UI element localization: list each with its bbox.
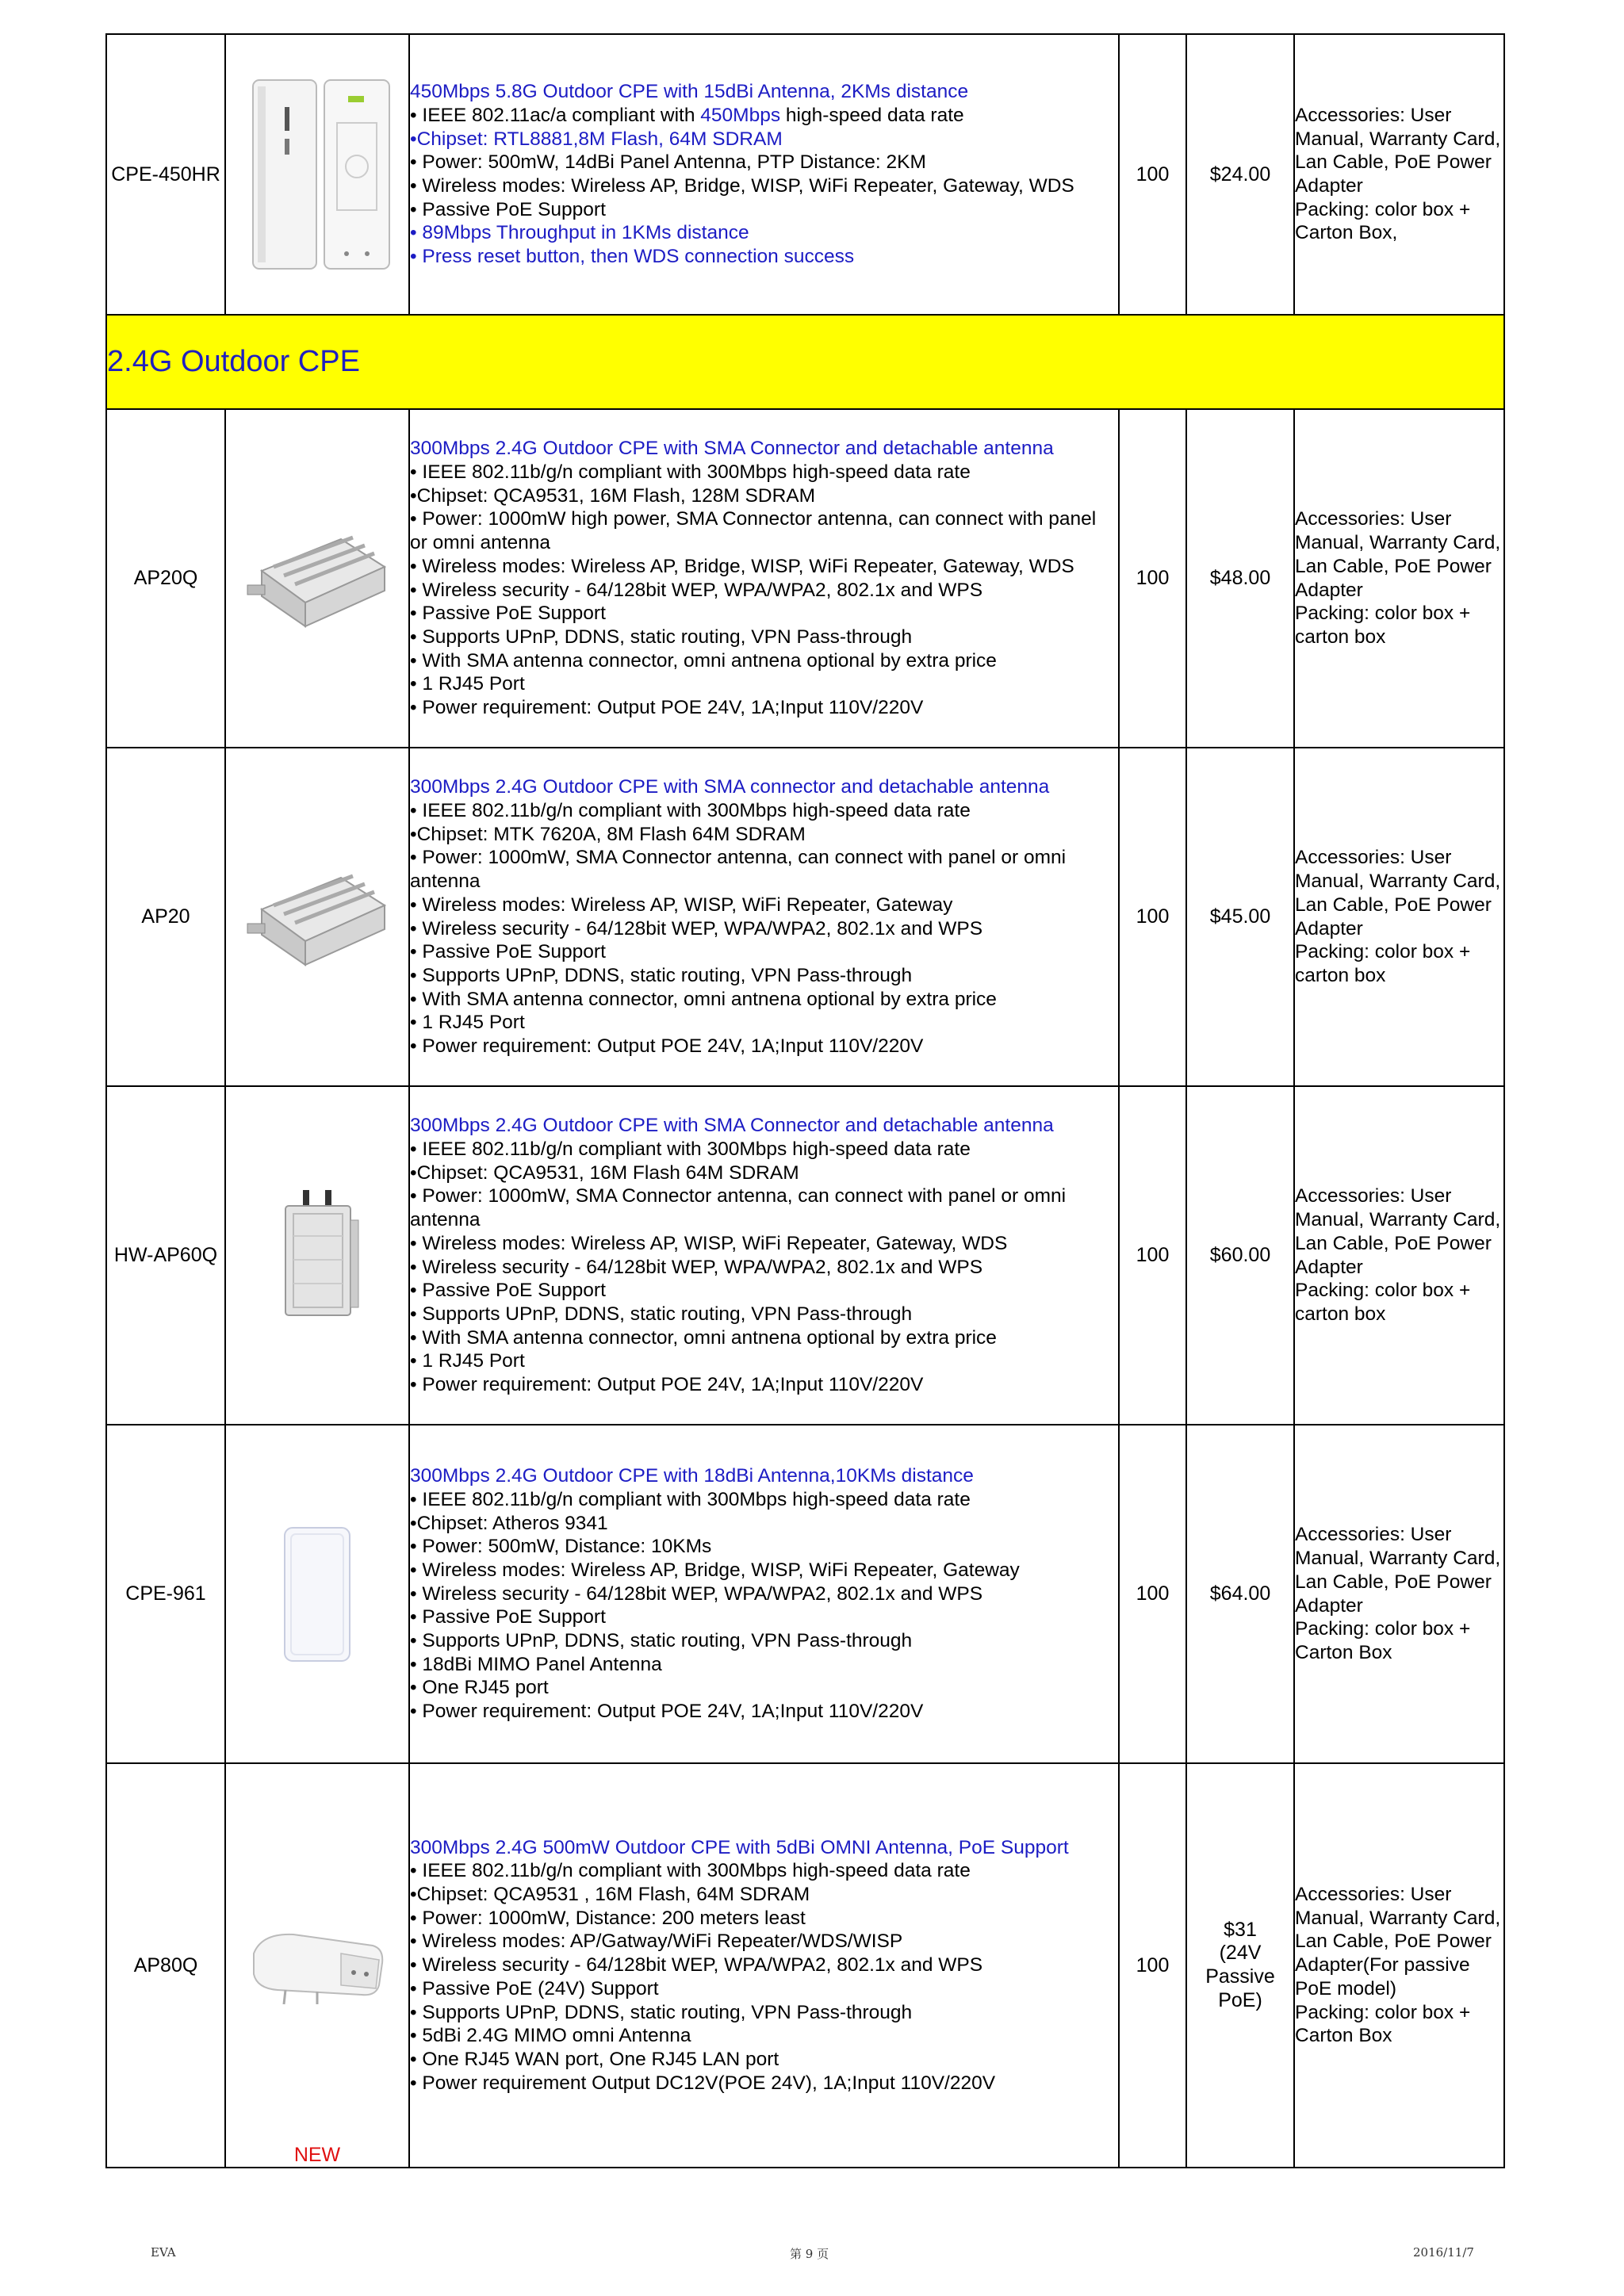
- accessories-cell: Accessories: User Manual, Warranty Card, Lan Cable, PoE Power Adapter Packing: color box + carton box: [1294, 409, 1504, 748]
- price-cell: $48.00: [1186, 409, 1294, 748]
- description-cell: [409, 1425, 1119, 1763]
- spec-line: • Power: 1000mW, Distance: 200 meters least: [410, 1907, 806, 1929]
- price-cell: $24.00: [1186, 34, 1294, 315]
- product-image-cell: [225, 34, 409, 315]
- description-cell: [409, 1086, 1119, 1425]
- model-cell: HW-AP60Q: [106, 1086, 225, 1425]
- table-row: [106, 1425, 1504, 1763]
- spec-line: • IEEE 802.11b/g/n compliant with 300Mbps high-speed data rate: [410, 1488, 971, 1510]
- spec-line: •Chipset: QCA9531, 16M Flash 64M SDRAM: [410, 1161, 799, 1184]
- spec-line: • Supports UPnP, DDNS, static routing, VPN Pass-through: [410, 626, 913, 648]
- spec-line: • IEEE 802.11ac/a compliant with 450Mbps high-speed data rate: [410, 104, 964, 126]
- spec-line: • Wireless security - 64/128bit WEP, WPA/WPA2, 802.1x and WPS: [410, 917, 983, 939]
- description-cell: [409, 409, 1119, 748]
- product-image-cell: [225, 748, 409, 1086]
- accessories-cell: Accessories: User Manual, Warranty Card, Lan Cable, PoE Power Adapter Packing: color box + carton box: [1294, 748, 1504, 1086]
- table-row: [106, 34, 1504, 315]
- spec-line: • With SMA antenna connector, omni antnena optional by extra price: [410, 649, 997, 672]
- spec-line: • Passive PoE Support: [410, 1606, 606, 1628]
- spec-line: • IEEE 802.11b/g/n compliant with 300Mbps high-speed data rate: [410, 799, 971, 821]
- spec-line: • Passive PoE Support: [410, 603, 606, 625]
- spec-line: • Wireless modes: Wireless AP, WISP, WiFi Repeater, Gateway, WDS: [410, 1232, 1008, 1254]
- product-title: 300Mbps 2.4G Outdoor CPE with 18dBi Antenna,10KMs distance: [410, 1465, 974, 1487]
- product-image-cell: [225, 1086, 409, 1425]
- spec-line: • Supports UPnP, DDNS, static routing, VPN Pass-through: [410, 2001, 913, 2023]
- moq-cell: 100: [1119, 1763, 1186, 2168]
- ap20q-product-image: [238, 523, 396, 634]
- spec-line: • 5dBi 2.4G MIMO omni Antenna: [410, 2025, 691, 2047]
- model-cell: AP80Q: [106, 1763, 225, 2168]
- table-row: [106, 409, 1504, 748]
- spec-line: • Wireless modes: Wireless AP, WISP, WiFi Repeater, Gateway: [410, 894, 953, 916]
- spec-line: • Passive PoE Support: [410, 941, 606, 963]
- spec-line: • Power requirement Output DC12V(POE 24V), 1A;Input 110V/220V: [410, 2072, 996, 2094]
- product-price-table: [105, 33, 1505, 2168]
- moq-cell: 100: [1119, 1086, 1186, 1425]
- spec-line: •Chipset: Atheros 9341: [410, 1512, 608, 1534]
- spec-line: • With SMA antenna connector, omni antnena optional by extra price: [410, 1326, 997, 1349]
- model-cell: AP20: [106, 748, 225, 1086]
- spec-line: • Supports UPnP, DDNS, static routing, VPN Pass-through: [410, 964, 913, 986]
- cpe-961-product-image: [274, 1523, 361, 1666]
- spec-line: • Wireless modes: AP/Gatway/WiFi Repeater/WDS/WISP: [410, 1931, 903, 1953]
- spec-line: • IEEE 802.11b/g/n compliant with 300Mbps high-speed data rate: [410, 1860, 971, 1882]
- spec-line: •Chipset: QCA9531, 16M Flash, 128M SDRAM: [410, 484, 816, 507]
- spec-line: • Power: 500mW, 14dBi Panel Antenna, PTP Distance: 2KM: [410, 151, 926, 174]
- footer-page-number: 第 9 页: [790, 2247, 829, 2261]
- spec-line: • Passive PoE Support: [410, 198, 606, 220]
- accessories-cell: Accessories: User Manual, Warranty Card, Lan Cable, PoE Power Adapter Packing: color box + carton box: [1294, 1086, 1504, 1425]
- spec-line: •Chipset: RTL8881,8M Flash, 64M SDRAM: [410, 128, 783, 150]
- spec-line: • Wireless security - 64/128bit WEP, WPA/WPA2, 802.1x and WPS: [410, 1256, 983, 1278]
- spec-line: • 1 RJ45 Port: [410, 673, 525, 695]
- product-title: 300Mbps 2.4G Outdoor CPE with SMA connector and detachable antenna: [410, 776, 1050, 798]
- product-image-cell: [225, 1425, 409, 1763]
- accessories-cell: Accessories: User Manual, Warranty Card, Lan Cable, PoE Power Adapter Packing: color box + Carton Box,: [1294, 34, 1504, 315]
- spec-line: • Wireless modes: Wireless AP, Bridge, WISP, WiFi Repeater, Gateway: [410, 1559, 1020, 1581]
- spec-line: • Power requirement: Output POE 24V, 1A;Input 110V/220V: [410, 697, 924, 719]
- spec-line: • 1 RJ45 Port: [410, 1350, 525, 1372]
- product-title: 300Mbps 2.4G 500mW Outdoor CPE with 5dBi OMNI Antenna, PoE Support: [410, 1836, 1069, 1858]
- spec-line: • 1 RJ45 Port: [410, 1012, 525, 1034]
- new-badge: NEW: [293, 2144, 341, 2166]
- ap80q-product-image: [246, 1922, 389, 2009]
- spec-line: • Passive PoE (24V) Support: [410, 1977, 659, 1999]
- section-row: [106, 315, 1504, 409]
- product-title: 450Mbps 5.8G Outdoor CPE with 15dBi Antenna, 2KMs distance: [410, 81, 969, 103]
- accessories-cell: Accessories: User Manual, Warranty Card, Lan Cable, PoE Power Adapter(For passive PoE model) Packing: color box + Carton Box: [1294, 1763, 1504, 2168]
- spec-line: • IEEE 802.11b/g/n compliant with 300Mbps high-speed data rate: [410, 461, 971, 483]
- price-cell: $64.00: [1186, 1425, 1294, 1763]
- spec-line: • Power requirement: Output POE 24V, 1A;Input 110V/220V: [410, 1701, 924, 1723]
- spec-line: •Chipset: MTK 7620A, 8M Flash 64M SDRAM: [410, 823, 806, 845]
- table-row: [106, 1763, 1504, 2168]
- spec-line: • Wireless modes: Wireless AP, Bridge, WISP, WiFi Repeater, Gateway, WDS: [410, 175, 1074, 197]
- model-cell: CPE-450HR: [106, 34, 225, 315]
- spec-line: • Wireless security - 64/128bit WEP, WPA/WPA2, 802.1x and WPS: [410, 579, 983, 601]
- section-title: 2.4G Outdoor CPE: [106, 315, 1504, 409]
- footer-left: EVA: [151, 2245, 176, 2260]
- model-cell: CPE-961: [106, 1425, 225, 1763]
- spec-line: • 89Mbps Throughput in 1KMs distance: [410, 222, 749, 244]
- spec-line: • 18dBi MIMO Panel Antenna: [410, 1653, 662, 1675]
- table-row: [106, 1086, 1504, 1425]
- spec-line: • One RJ45 port: [410, 1677, 549, 1699]
- product-image-cell: [225, 1763, 409, 2168]
- table-row: [106, 748, 1504, 1086]
- product-title: 300Mbps 2.4G Outdoor CPE with SMA Connector and detachable antenna: [410, 438, 1054, 460]
- price-cell: $60.00: [1186, 1086, 1294, 1425]
- price-cell: $45.00: [1186, 748, 1294, 1086]
- spec-line: • Power: 500mW, Distance: 10KMs: [410, 1536, 712, 1558]
- spec-line: • Press reset button, then WDS connection success: [410, 246, 855, 268]
- ap20-product-image: [238, 862, 396, 973]
- spec-line: • With SMA antenna connector, omni antnena optional by extra price: [410, 988, 997, 1010]
- spec-line: • Supports UPnP, DDNS, static routing, VPN Pass-through: [410, 1630, 913, 1652]
- spec-line: • Wireless security - 64/128bit WEP, WPA/WPA2, 802.1x and WPS: [410, 1954, 983, 1976]
- spec-line: • IEEE 802.11b/g/n compliant with 300Mbps high-speed data rate: [410, 1138, 971, 1160]
- moq-cell: 100: [1119, 409, 1186, 748]
- cpe-450hr-product-image: [236, 75, 399, 274]
- product-title: 300Mbps 2.4G Outdoor CPE with SMA Connector and detachable antenna: [410, 1115, 1054, 1137]
- moq-cell: 100: [1119, 1425, 1186, 1763]
- spec-line: • One RJ45 WAN port, One RJ45 LAN port: [410, 2048, 779, 2070]
- spec-line: • Supports UPnP, DDNS, static routing, VPN Pass-through: [410, 1303, 913, 1325]
- spec-line: •Chipset: QCA9531 , 16M Flash, 64M SDRAM: [410, 1884, 810, 1906]
- spec-line: • Power: 1000mW high power, SMA Connector antenna, can connect with panel or omni antenna: [410, 508, 1097, 554]
- spec-line: • Power: 1000mW, SMA Connector antenna, can connect with panel or omni antenna: [410, 847, 1067, 893]
- description-cell: [409, 34, 1119, 315]
- footer-date: 2016/11/7: [1413, 2245, 1474, 2260]
- spec-line: • Power requirement: Output POE 24V, 1A;Input 110V/220V: [410, 1374, 924, 1396]
- description-cell: [409, 748, 1119, 1086]
- moq-cell: 100: [1119, 34, 1186, 315]
- spec-line: • Wireless modes: Wireless AP, Bridge, WISP, WiFi Repeater, Gateway, WDS: [410, 555, 1074, 577]
- spec-line: • Power requirement: Output POE 24V, 1A;Input 110V/220V: [410, 1035, 924, 1058]
- moq-cell: 100: [1119, 748, 1186, 1086]
- model-cell: AP20Q: [106, 409, 225, 748]
- spec-line: • Passive PoE Support: [410, 1280, 606, 1302]
- accessories-cell: Accessories: User Manual, Warranty Card, Lan Cable, PoE Power Adapter Packing: color box + Carton Box: [1294, 1425, 1504, 1763]
- spec-line: • Power: 1000mW, SMA Connector antenna, can connect with panel or omni antenna: [410, 1185, 1067, 1231]
- description-cell: [409, 1763, 1119, 2168]
- product-image-cell: [225, 409, 409, 748]
- spec-line: • Wireless security - 64/128bit WEP, WPA/WPA2, 802.1x and WPS: [410, 1582, 983, 1605]
- hw-ap60q-product-image: [262, 1188, 373, 1323]
- price-cell: $31 (24V Passive PoE): [1186, 1763, 1294, 2168]
